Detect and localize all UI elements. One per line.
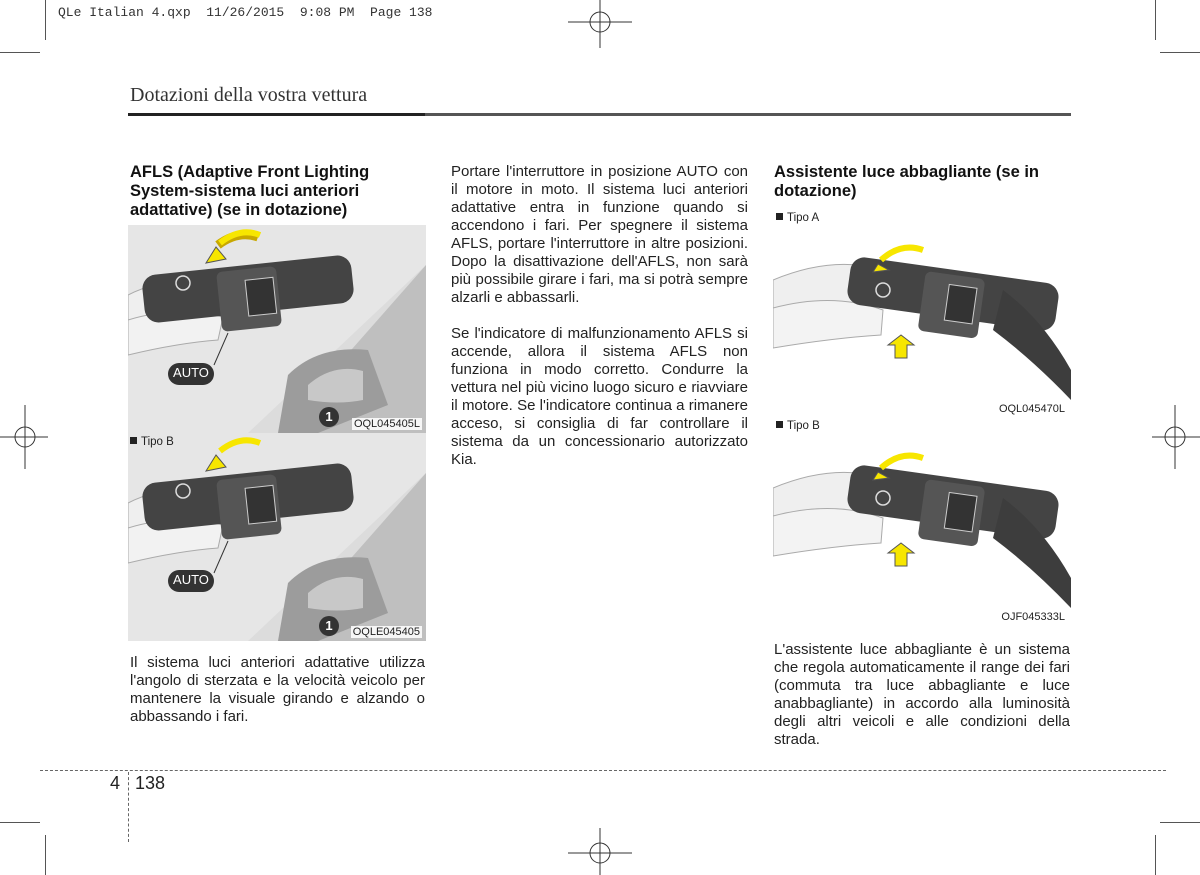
fig-label-text: Tipo B — [787, 420, 820, 432]
crop-mark — [45, 835, 46, 875]
auto-callout: AUTO — [173, 365, 209, 380]
square-bullet-icon — [776, 421, 783, 428]
crop-mark — [0, 822, 40, 823]
figure-code: OQL045405L — [353, 418, 420, 430]
chapter-number: 4 — [110, 773, 121, 793]
square-bullet-icon — [130, 437, 137, 444]
figure-code: OQLE045405 — [352, 626, 420, 638]
registration-mark-right — [1152, 405, 1200, 469]
hba-heading: Assistente luce abbagliante (se in dotazione) — [774, 163, 1039, 200]
afls-description: Il sistema luci anteriori adattative utilizza l'angolo di sterzata e la velocità veicolo per mantenere la visuale girando e alzando o abbassando i fari. — [130, 654, 425, 725]
stalk-illustration — [773, 230, 1071, 418]
crop-mark — [45, 0, 46, 40]
stalk-illustration — [128, 225, 426, 433]
print-header: QLe Italian 4.qxp 11/26/2015 9:08 PM Page 138 — [58, 5, 433, 20]
afls-figure-tipo-b — [128, 433, 426, 641]
registration-mark-bottom — [568, 828, 632, 875]
registration-mark-left — [0, 405, 48, 469]
afls-malfunction-note: Se l'indicatore di malfunzionamento AFLS si accende, allora il sistema AFLS non funziona in modo corretto. Condurre la vettura nel più vicino luogo sicuro e riavviare il motore. Se l'indicatore continua a rimanere acceso, si consiglia di far controllare il sistema da un concessionario autorizzato Kia. — [451, 325, 748, 468]
fig-label-tipo-b — [130, 436, 174, 448]
auto-callout: AUTO — [173, 572, 209, 587]
section-title: Dotazioni della vostra vettura — [130, 84, 368, 106]
hba-figure-tipo-a — [773, 230, 1071, 418]
square-bullet-icon — [776, 213, 783, 220]
crop-mark — [1160, 822, 1200, 823]
afls-instructions: Portare l'interruttore in posizione AUTO con il motore in moto. Il sistema luci anteriori adattative entra in funzione quando si accendono i fari. Per spegnere il sistema AFLS, portare l'interruttore in altre posizioni. Dopo la disattivazione dell'AFLS, non sarà più possibile girare i fari, ma si potrà sempre alzarli e abbassarli. — [451, 163, 748, 306]
hba-figure-tipo-b — [773, 438, 1071, 626]
crop-mark — [1160, 52, 1200, 53]
fig-label-tipo-a — [776, 212, 819, 224]
callout-number: 1 — [325, 618, 333, 633]
figure-code: OQL045470L — [998, 403, 1065, 415]
footer-rule — [40, 770, 1166, 771]
afls-figure-tipo-a — [128, 225, 426, 433]
crop-mark — [1155, 835, 1156, 875]
page-number: 138 — [135, 773, 166, 793]
stalk-illustration — [773, 438, 1071, 626]
crop-mark — [0, 52, 40, 53]
fig-label-text: Tipo B — [141, 436, 174, 448]
stalk-illustration — [128, 433, 426, 641]
callout-number: 1 — [325, 409, 333, 424]
afls-heading: AFLS (Adaptive Front Lighting System-sistema luci anteriori adattative) (se in dotazione) — [130, 163, 370, 219]
fig-label-text: Tipo A — [787, 212, 820, 224]
figure-code: OJF045333L — [1001, 611, 1065, 623]
section-rule-accent — [128, 113, 425, 116]
footer-divider — [128, 772, 129, 842]
fig-label-tipo-b — [776, 420, 820, 432]
hba-description: L'assistente luce abbagliante è un sistema che regola automaticamente il range dei fari (commuta tra luce abbagliante e luce anabbagliante) in accordo alla luminosità degli altri veicoli e alle condizioni della strada. — [774, 641, 1070, 748]
registration-mark-top — [568, 0, 632, 48]
crop-mark — [1155, 0, 1156, 40]
